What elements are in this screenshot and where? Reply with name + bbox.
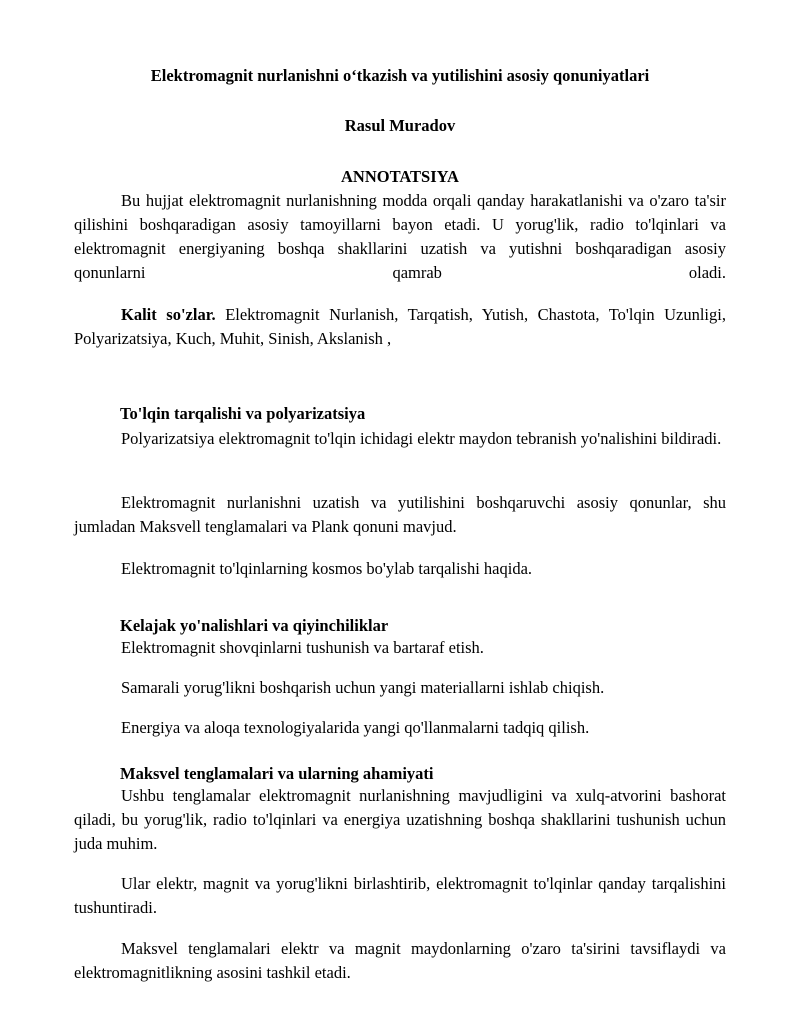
paper-title: Elektromagnit nurlanishni o‘tkazish va yutilishini asosiy qonuniyatlari	[150, 66, 650, 85]
keywords-label: Kalit so'zlar.	[121, 305, 216, 324]
paragraph: Elektromagnit to'lqinlarning kosmos bo'ylab tarqalishi haqida.	[121, 559, 533, 578]
abstract-heading: ANNOTATSIYA	[341, 167, 459, 186]
abstract-text: Bu hujjat elektromagnit nurlanishning modda orqali qanday harakatlanishi va o'zaro ta'sir qilishini boshqaradigan asosiy tamoyillarni bayon etadi. U yorug'lik, radio to'lqinlari va elektromagnit energiyaning boshqa shakllarini uzatish va yutishni boshqaradigan asosiy qonunlarni qamrab oladi.	[74, 191, 726, 282]
section-heading-future-directions: Kelajak yo'nalishlari va qiyinchiliklar	[120, 616, 389, 635]
keywords-paragraph	[74, 303, 726, 351]
author-name: Rasul Muradov	[344, 116, 456, 135]
paragraph: Ular elektr, magnit va yorug'likni birlashtirib, elektromagnit to'lqinlar qanday tarqalishini tushuntiradi.	[74, 874, 726, 917]
paragraph: Ushbu tenglamalar elektromagnit nurlanishning mavjudligini va xulq-atvorini bashorat qiladi, bu yorug'lik, radio to'lqinlari va energiya uzatishning boshqa shakllarini tushunish uchun juda muhim.	[74, 786, 726, 853]
paragraph: Elektromagnit shovqinlarni tushunish va bartaraf etish.	[121, 638, 484, 657]
paragraph: Elektromagnit nurlanishni uzatish va yutilishini boshqaruvchi asosiy qonunlar, shu jumladan Maksvell tenglamalari va Plank qonuni mavjud.	[74, 493, 726, 536]
paragraph: Polyarizatsiya elektromagnit to'lqin ichidagi elektr maydon tebranish yo'nalishini bildiradi.	[121, 429, 722, 448]
paragraph: Samarali yorug'likni boshqarish uchun yangi materiallarni ishlab chiqish.	[121, 678, 605, 697]
section-heading-maxwell-equations: Maksvel tenglamalari va ularning ahamiyati	[120, 764, 434, 783]
section-heading-wave-propagation: To'lqin tarqalishi va polyarizatsiya	[120, 404, 366, 423]
keywords-text: Elektromagnit Nurlanish, Tarqatish, Yutish, Chastota, To'lqin Uzunligi, Polyarizatsiya, Kuch, Muhit, Sinish, Akslanish ,	[74, 305, 726, 348]
paragraph: Energiya va aloqa texnologiyalarida yangi qo'llanmalarni tadqiq qilish.	[121, 718, 590, 737]
paragraph: Maksvel tenglamalari elektr va magnit maydonlarning o'zaro ta'sirini tavsiflaydi va elektromagnitlikning asosini tashkil etadi.	[74, 939, 726, 982]
